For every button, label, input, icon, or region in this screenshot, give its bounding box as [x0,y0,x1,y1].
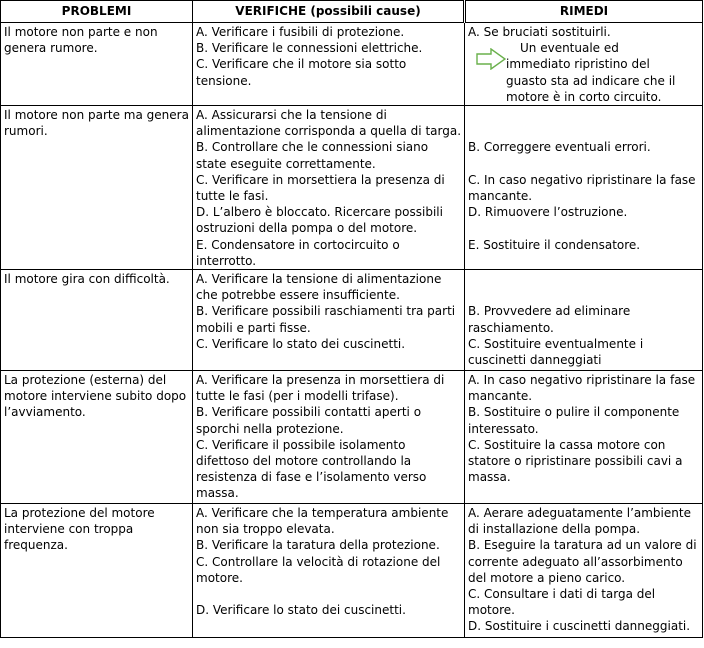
table-row [1,106,703,270]
check-item: C. Verificare in morsettiera la presenza di tutte le fasi. [196,172,445,204]
check-item: C. Verificare il possibile isolamento difettoso del motore controllando la resistenza di fase e l’isolamento verso massa. [196,437,427,501]
checks-cell [193,23,465,106]
header-verifiche: VERIFICHE (possibili cause) [193,1,465,23]
check-item: B. Controllare che le connessioni siano state eseguite correttamente. [196,140,429,171]
check-item: B. Verificare possibili contatti aperti o sporchi nella protezione. [196,405,422,436]
checks-cell [193,270,465,371]
checks-cell [193,106,465,270]
check-item: C. Verificare che il motore sia sotto tensione. [196,57,407,88]
remedy-cell [465,504,703,638]
check-item: A. Verificare la tensione di alimentazione che potrebbe essere insufficiente. [196,272,442,303]
check-item: A. Assicurarsi che la tensione di alimentazione corrisponda a quella di targa. [196,108,462,139]
remedy-note: Un eventuale ed immediato ripristino del guasto sta ad indicare che il motore è in corto circuito. [506,41,676,104]
check-item: C. Verificare lo stato dei cuscinetti. [196,336,406,351]
remedy-item: A. Aerare adeguatamente l’ambiente di installazione della pompa. [468,506,691,537]
check-item: A. Verificare i fusibili di protezione. [196,25,405,39]
remedy-item: C. Sostituire la cassa motore con statore o ripristinare possibili cavi a massa. [468,437,683,485]
check-item: D. Verificare lo stato dei cuscinetti. [196,603,406,618]
table-row [1,23,703,106]
remedy-item: B. Provvedere ad eliminare raschiamento. [468,304,631,335]
remedy-item: B. Correggere eventuali errori. [468,140,651,155]
header-row [1,1,703,23]
header-problemi: PROBLEMI [1,1,193,23]
checks-cell [193,504,465,638]
check-item: A. Verificare la presenza in morsettiera di tutte le fasi (per i modelli trifase). [196,373,445,404]
remedy-item: D. Rimuovere l’ostruzione. [468,205,628,220]
remedy-cell [465,371,703,504]
remedy-cell [465,23,703,106]
remedy-item: A. Se bruciati sostituirli. [468,25,611,39]
check-item: B. Verificare la taratura della protezione. [196,538,440,553]
check-item: E. Condensatore in cortocircuito o interrotto. [196,237,400,268]
remedy-item: B. Eseguire la taratura ad un valore di corrente adeguato all’assorbimento del motore a pieno carico. [468,538,697,585]
right-arrow-icon [476,48,506,74]
problem-cell: La protezione del motore interviene con troppa frequenza. [1,504,193,638]
remedy-cell [465,270,703,371]
remedy-item: B. Sostituire o pulire il componente interessato. [468,405,680,436]
problem-cell: Il motore non parte ma genera rumori. [1,106,193,270]
problem-cell: Il motore non parte e non genera rumore. [1,23,193,106]
header-rimedi: RIMEDI [465,1,703,23]
problem-cell: Il motore gira con difficoltà. [1,270,193,371]
check-item: B. Verificare le connessioni elettriche. [196,41,423,56]
check-item: A. Verificare che la temperatura ambiente non sia troppo elevata. [196,506,449,537]
remedy-cell [465,106,703,270]
table-row [1,371,703,504]
table-row [1,504,703,638]
remedy-item: C. Sostituire eventualmente i cuscinetti danneggiati [468,336,644,368]
checks-cell [193,371,465,504]
remedy-item: C. In caso negativo ripristinare la fase mancante. [468,172,696,203]
check-item: D. L’albero è bloccato. Ricercare possibili ostruzioni della pompa o del motore. [196,205,443,236]
table-row [1,270,703,371]
remedy-item: E. Sostituire il condensatore. [468,237,641,252]
problem-cell: La protezione (esterna) del motore interviene subito dopo l’avviamento. [1,371,193,504]
check-item: C. Controllare la velocità di rotazione del motore. [196,554,441,585]
check-item: B. Verificare possibili raschiamenti tra parti mobili e parti fisse. [196,304,456,335]
remedy-item: D. Sostituire i cuscinetti danneggiati. [468,619,691,634]
remedy-item: A. In caso negativo ripristinare la fase mancante. [468,373,696,404]
remedy-item: C. Consultare i dati di targa del motore. [468,587,656,618]
